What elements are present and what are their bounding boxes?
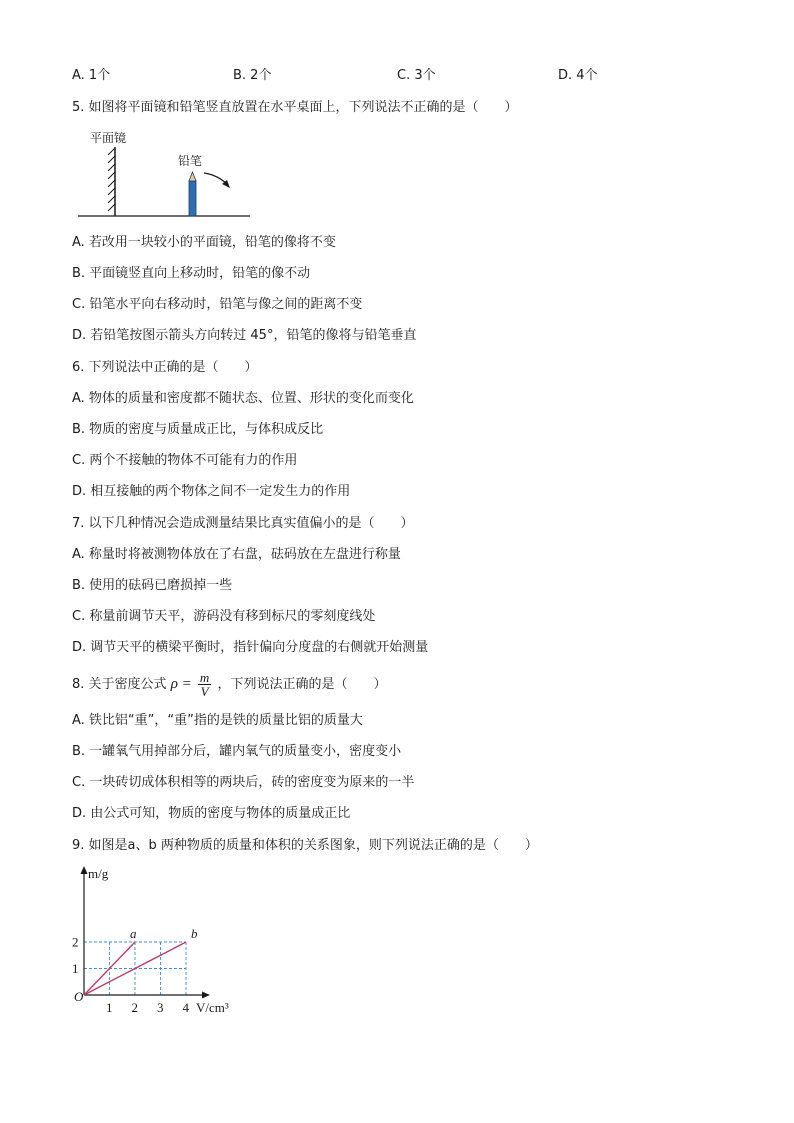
q7-option-a: A. 称量时将被测物体放在了右盘，砝码放在左盘进行称量 — [72, 547, 401, 562]
q8-option-a: A. 铁比铝“重”，“重”指的是铁的质量比铝的质量大 — [72, 713, 363, 728]
q6-option-c: C. 两个不接触的物体不可能有力的作用 — [72, 453, 298, 468]
mirror-hatching — [108, 148, 115, 211]
q4-option-a: A. 1个 — [72, 68, 111, 83]
x-axis-arrow-icon — [202, 992, 210, 999]
series-label-a: a — [130, 926, 137, 941]
q8-stem-before: 8. 关于密度公式 — [72, 677, 167, 692]
q9-stem: 9. 如图是a、b 两种物质的质量和体积的关系图象，则下列说法正确的是（ ） — [72, 838, 538, 853]
y-axis-label: m/g — [88, 866, 109, 881]
density-formula-fraction — [198, 671, 211, 698]
q5-option-d: D. 若铅笔按图示箭头方向转过 45°，铅笔的像将与铅笔垂直 — [72, 328, 417, 343]
q8-option-b: B. 一罐氧气用掉部分后，罐内氧气的质量变小，密度变小 — [72, 744, 402, 759]
q8-stem-after: ，下列说法正确的是（ ） — [217, 677, 387, 692]
q8-option-c: C. 一块砖切成体积相等的两块后，砖的密度变为原来的一半 — [72, 775, 415, 790]
q4-option-d: D. 4个 — [558, 68, 598, 83]
x-axis-label: V/cm³ — [196, 1000, 229, 1015]
q8-stem — [72, 669, 386, 700]
density-formula-lhs: ρ = — [170, 676, 192, 692]
q6-option-b: B. 物质的密度与质量成正比，与体积成反比 — [72, 422, 324, 437]
q7-option-b: B. 使用的砝码已磨损掉一些 — [72, 578, 233, 593]
x-tick-label: 1 — [106, 1000, 113, 1015]
q7-stem: 7. 以下几种情况会造成测量结果比真实值偏小的是（ ） — [72, 516, 414, 531]
formula-denominator: V — [200, 684, 209, 699]
q5-option-b: B. 平面镜竖直向上移动时，铅笔的像不动 — [72, 266, 311, 281]
x-tick-label: 2 — [131, 1000, 138, 1015]
q4-option-c: C. 3个 — [397, 68, 436, 83]
origin-label: O — [74, 989, 84, 1004]
x-tick-label: 3 — [157, 1000, 164, 1015]
series-label-b: b — [191, 926, 198, 941]
q8-option-d: D. 由公式可知，物质的密度与物体的质量成正比 — [72, 806, 351, 821]
q6-option-a: A. 物体的质量和密度都不随状态、位置、形状的变化而变化 — [72, 391, 414, 406]
q7-option-c: C. 称量前调节天平，游码没有移到标尺的零刻度线处 — [72, 609, 376, 624]
y-tick-label: 1 — [72, 961, 79, 976]
q5-option-c: C. 铅笔水平向右移动时，铅笔与像之间的距离不变 — [72, 297, 363, 312]
mass-volume-chart — [70, 862, 250, 1015]
y-tick-label: 2 — [72, 934, 79, 950]
q6-stem: 6. 下列说法中正确的是（ ） — [72, 360, 258, 375]
q4-option-b: B. 2个 — [233, 68, 272, 83]
q6-option-d: D. 相互接触的两个物体之间不一定发生力的作用 — [72, 484, 351, 499]
y-axis-arrow-icon — [81, 866, 88, 874]
q5-figure — [70, 125, 260, 225]
q5-option-a: A. 若改用一块较小的平面镜，铅笔的像将不变 — [72, 235, 336, 250]
x-tick-label: 4 — [182, 1000, 189, 1015]
pencil-label: 铅笔 — [178, 154, 203, 168]
q7-option-d: D. 调节天平的横梁平衡时，指针偏向分度盘的右侧就开始测量 — [72, 640, 429, 655]
mirror-label: 平面镜 — [90, 131, 127, 145]
formula-numerator: m — [199, 670, 210, 685]
pencil — [189, 172, 196, 216]
q5-stem: 5. 如图将平面镜和铅笔竖直放置在水平桌面上，下列说法不正确的是（ ） — [72, 100, 518, 115]
